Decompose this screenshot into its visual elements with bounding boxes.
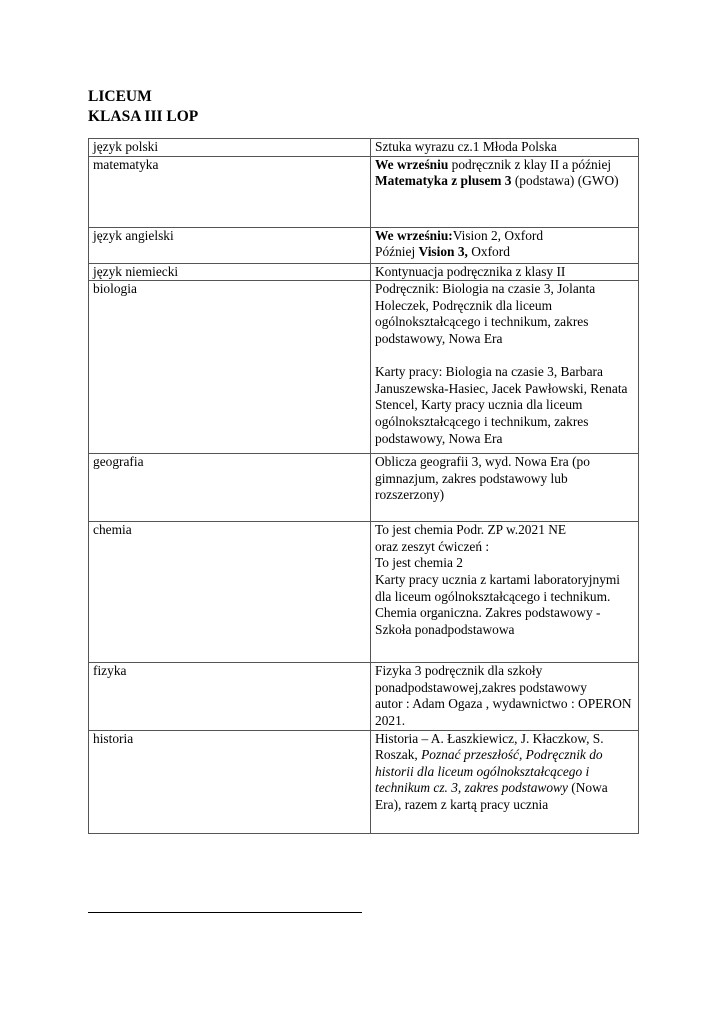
subject-cell: historia <box>89 730 371 833</box>
textbook-cell <box>371 156 639 227</box>
textbook-cell <box>371 263 639 281</box>
text-run: Oblicza geografii 3, wyd. Nowa Era (po gimnazjum, zakres podstawowy lub rozszerzony) <box>375 454 590 503</box>
subject-cell: język niemiecki <box>89 263 371 281</box>
table-row <box>89 263 639 281</box>
text-run: (Nowa Era), razem z kartą pracy ucznia <box>375 780 608 812</box>
table-row <box>89 663 639 730</box>
subject-cell: geografia <box>89 454 371 522</box>
subject-cell: biologia <box>89 281 371 454</box>
page-title <box>88 87 198 127</box>
italic-text: Poznać przeszłość, Podręcznik do historii dla liceum ogólnokształcącego i technikum cz. 3, zakres podstawowy <box>375 747 603 796</box>
textbook-table-body <box>89 139 639 834</box>
subject-cell: język angielski <box>89 227 371 263</box>
textbook-cell <box>371 281 639 454</box>
text-run: Vision 2, Oxford Później <box>375 227 544 260</box>
title-line-school: LICEUM <box>88 88 152 105</box>
subject-cell: język polski <box>89 139 371 157</box>
table-row <box>89 522 639 663</box>
textbook-cell <box>371 139 639 157</box>
text-run: Podręcznik: Biologia na czasie 3, Jolanta Holeczek, Podręcznik dla liceum ogólnokształcącego i technikum, zakres podstawowy, Nowa Era Karty pracy: Biologia na czasie 3, Barbara Januszewska-Hasiec, Jacek Pawłowski, Renata Stencel, Karty pracy ucznia dla liceum ogólnokształcącego i technikum, zakres podstawowy, Nowa Era <box>375 281 628 446</box>
textbook-table <box>88 138 639 834</box>
title-line-class: KLASA III LOP <box>88 108 199 125</box>
text-run: (podstawa) (GWO) <box>511 173 619 189</box>
bold-text: We wrześniu <box>375 156 449 172</box>
textbook-cell <box>371 454 639 522</box>
text-run: podręcznik z klay II a później <box>448 156 612 172</box>
footnote-separator <box>88 912 362 913</box>
table-row <box>89 454 639 522</box>
bold-text: Vision 3, <box>418 244 468 260</box>
subject-cell: fizyka <box>89 663 371 730</box>
bold-text: Matematyka z plusem 3 <box>375 173 512 189</box>
textbook-cell <box>371 730 639 833</box>
text-run: Kontynuacja podręcznika z klasy II <box>375 263 566 279</box>
text-run: Historia – A. Łaszkiewicz, J. Kłaczkow, S. Roszak, <box>375 730 604 763</box>
textbook-cell <box>371 227 639 263</box>
table-row <box>89 139 639 157</box>
table-row <box>89 730 639 833</box>
text-run: To jest chemia Podr. ZP w.2021 NE oraz zeszyt ćwiczeń : To jest chemia 2 Karty pracy ucznia z kartami laboratoryjnymi dla liceum ogólnokształcącego i technikum. Chemia organiczna. Zakres podstawowy - Szkoła ponadpodstawowa <box>375 522 621 637</box>
table-row <box>89 227 639 263</box>
bold-text: We wrześniu: <box>375 227 453 243</box>
text-run: Oxford <box>467 244 510 260</box>
subject-cell: chemia <box>89 522 371 663</box>
text-run: Fizyka 3 podręcznik dla szkoły ponadpodstawowej,zakres podstawowy autor : Adam Ogaza , wydawnictwo : OPERON 2021. <box>375 663 632 728</box>
text-run: Sztuka wyrazu cz.1 Młoda Polska <box>375 139 557 154</box>
textbook-cell <box>371 663 639 730</box>
textbook-cell <box>371 522 639 663</box>
table-row <box>89 281 639 454</box>
table-row <box>89 156 639 227</box>
subject-cell: matematyka <box>89 156 371 227</box>
